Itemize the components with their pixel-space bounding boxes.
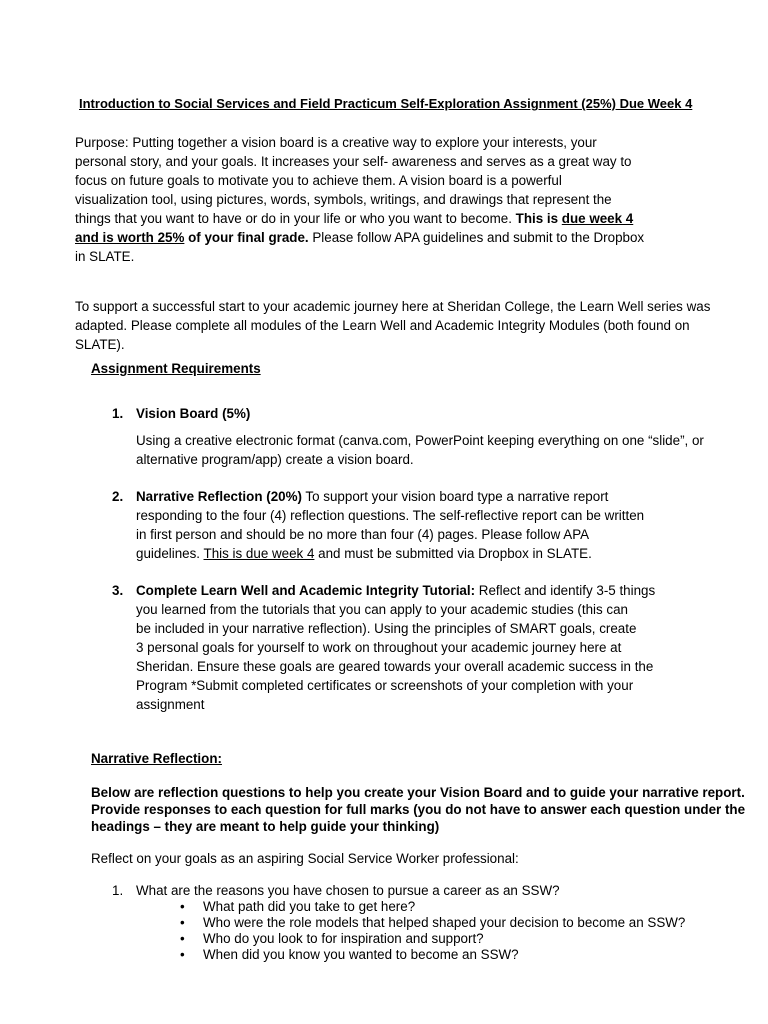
list-number: 1. — [112, 406, 124, 421]
bullet-icon: • — [180, 915, 185, 930]
list-number: 1. — [112, 883, 124, 898]
purpose-line — [75, 228, 644, 247]
bullet-icon: • — [180, 899, 185, 914]
list-item — [180, 915, 740, 931]
reflect-prompt: Reflect on your goals as an aspiring Social Service Worker professional: — [91, 851, 519, 866]
question-text: What are the reasons you have chosen to pursue a career as an SSW? — [136, 883, 560, 898]
requirements-heading: Assignment Requirements — [91, 361, 261, 376]
document-title: Introduction to Social Services and Field Practicum Self-Exploration Assignment (25%) Due Week 4 — [79, 96, 693, 111]
requirement-line: responding to the four (4) reflection questions. The self-reflective report can be written — [136, 508, 645, 523]
requirement-title: Vision Board (5%) — [136, 406, 251, 421]
due-week-note: This is due week 4 — [203, 546, 315, 561]
due-week-emphasis: due week 4 — [561, 211, 634, 226]
list-number: 3. — [112, 583, 124, 598]
purpose-paragraph — [75, 133, 644, 266]
support-line: adapted. Please complete all modules of the Learn Well and Academic Integrity Modules (both found on — [75, 318, 690, 333]
worth-emphasis: and is worth 25% — [75, 230, 185, 245]
purpose-line: visualization tool, using pictures, words, symbols, writings, and drawings that represent the — [75, 192, 612, 207]
requirement-title: Narrative Reflection (20%) — [136, 489, 302, 504]
requirement-line — [136, 544, 644, 563]
bullet-text: Who were the role models that helped shaped your decision to become an SSW? — [203, 915, 686, 930]
bullet-icon: • — [180, 947, 185, 962]
bullet-text: Who do you look to for inspiration and support? — [203, 931, 484, 946]
due-emphasis: This is — [515, 211, 562, 226]
support-paragraph — [75, 297, 710, 354]
purpose-line: Purpose: Putting together a vision board is a creative way to explore your interests, your — [75, 135, 597, 150]
narrative-intro-line: Provide responses to each question for full marks (you do not have to answer each question under the — [91, 802, 746, 817]
list-item — [180, 899, 740, 915]
final-grade-emphasis: of your final grade. — [184, 230, 309, 245]
requirement-line: 3 personal goals for yourself to work on throughout your academic journey here at — [136, 640, 622, 655]
purpose-line: focus on future goals to motivate you to achieve them. A vision board is a powerful — [75, 173, 562, 188]
bullet-text: What path did you take to get here? — [203, 899, 416, 914]
requirement-line: Sheridan. Ensure these goals are geared towards your overall academic success in the — [136, 659, 654, 674]
narrative-intro-line: Below are reflection questions to help you create your Vision Board and to guide your narrative report. — [91, 785, 745, 800]
purpose-text: things that you want to have or do in your life or who you want to become. — [75, 211, 516, 226]
requirement-text: To support your vision board type a narrative report — [301, 489, 609, 504]
requirement-title: Complete Learn Well and Academic Integrity Tutorial: — [136, 583, 476, 598]
question-bullets — [180, 899, 740, 963]
requirement-line: you learned from the tutorials that you can apply to your academic studies (this can — [136, 602, 628, 617]
purpose-line: personal story, and your goals. It increases your self- awareness and serves as a great way to — [75, 154, 632, 169]
requirement-line: Using a creative electronic format (canva.com, PowerPoint keeping everything on one “slide”, or — [136, 433, 704, 448]
requirement-line: Program *Submit completed certificates or screenshots of your completion with your — [136, 678, 634, 693]
purpose-line: in SLATE. — [75, 249, 135, 264]
purpose-line — [75, 209, 644, 228]
requirement-line: alternative program/app) create a vision board. — [136, 452, 414, 467]
purpose-text: Please follow APA guidelines and submit to the Dropbox — [308, 230, 645, 245]
list-number: 2. — [112, 489, 124, 504]
bullet-text: When did you know you wanted to become an SSW? — [203, 947, 519, 962]
narrative-heading: Narrative Reflection: — [91, 751, 222, 766]
requirement-line — [136, 581, 655, 600]
requirement-line: in first person and should be no more than four (4) pages. Please follow APA — [136, 527, 590, 542]
list-item — [180, 947, 740, 963]
narrative-intro — [91, 784, 745, 835]
support-line: SLATE). — [75, 337, 125, 352]
requirement-line — [136, 487, 644, 506]
bullet-icon: • — [180, 931, 185, 946]
support-line: To support a successful start to your academic journey here at Sheridan College, the Learn Well series was — [75, 299, 711, 314]
requirement-text: guidelines. — [136, 546, 204, 561]
requirement-line: assignment — [136, 697, 205, 712]
requirement-text: and must be submitted via Dropbox in SLATE. — [314, 546, 592, 561]
list-item — [180, 931, 740, 947]
narrative-intro-line: headings – they are meant to help guide your thinking) — [91, 819, 440, 834]
requirement-text: Reflect and identify 3-5 things — [475, 583, 656, 598]
requirement-line: be included in your narrative reflection). Using the principles of SMART goals, create — [136, 621, 637, 636]
